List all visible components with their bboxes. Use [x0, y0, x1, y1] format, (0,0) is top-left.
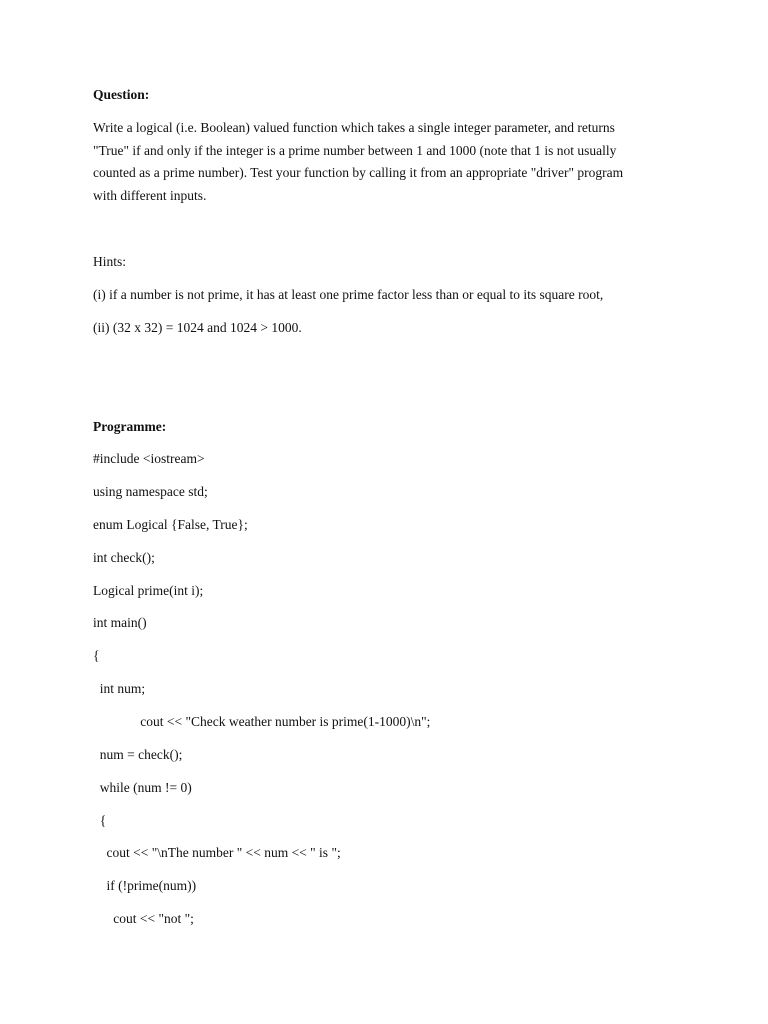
code-line: num = check();: [93, 747, 183, 762]
code-line: cout << "\nThe number " << num << " is ";: [93, 845, 341, 860]
code-line: int main(): [93, 615, 147, 630]
code-line: if (!prime(num)): [93, 878, 197, 893]
code-line: Logical prime(int i);: [93, 583, 204, 598]
question-text: [93, 117, 673, 208]
code-line: int num;: [93, 681, 146, 696]
code-line: cout << "Check weather number is prime(1-1000)\n";: [93, 714, 431, 729]
code-line: using namespace std;: [93, 484, 208, 499]
question-line: "True" if and only if the integer is a prime number between 1 and 1000 (note that 1 is not usually: [93, 142, 617, 158]
hints-heading: Hints:: [93, 254, 127, 269]
question-line: with different inputs.: [93, 188, 207, 204]
code-line: {: [93, 648, 100, 663]
programme-heading: Programme:: [93, 419, 167, 434]
code-line: cout << "not ";: [93, 911, 194, 926]
hint-item: (ii) (32 x 32) = 1024 and 1024 > 1000.: [93, 320, 302, 335]
code-line: enum Logical {False, True};: [93, 517, 248, 532]
code-line: while (num != 0): [93, 780, 192, 795]
question-heading: Question:: [93, 87, 150, 102]
question-line: counted as a prime number). Test your function by calling it from an appropriate "driver" program: [93, 165, 624, 181]
code-line: #include <iostream>: [93, 451, 205, 466]
code-line: {: [93, 813, 107, 828]
question-line: Write a logical (i.e. Boolean) valued function which takes a single integer parameter, and returns: [93, 120, 615, 135]
hint-item: (i) if a number is not prime, it has at least one prime factor less than or equal to its square root,: [93, 287, 604, 302]
code-line: int check();: [93, 550, 155, 565]
